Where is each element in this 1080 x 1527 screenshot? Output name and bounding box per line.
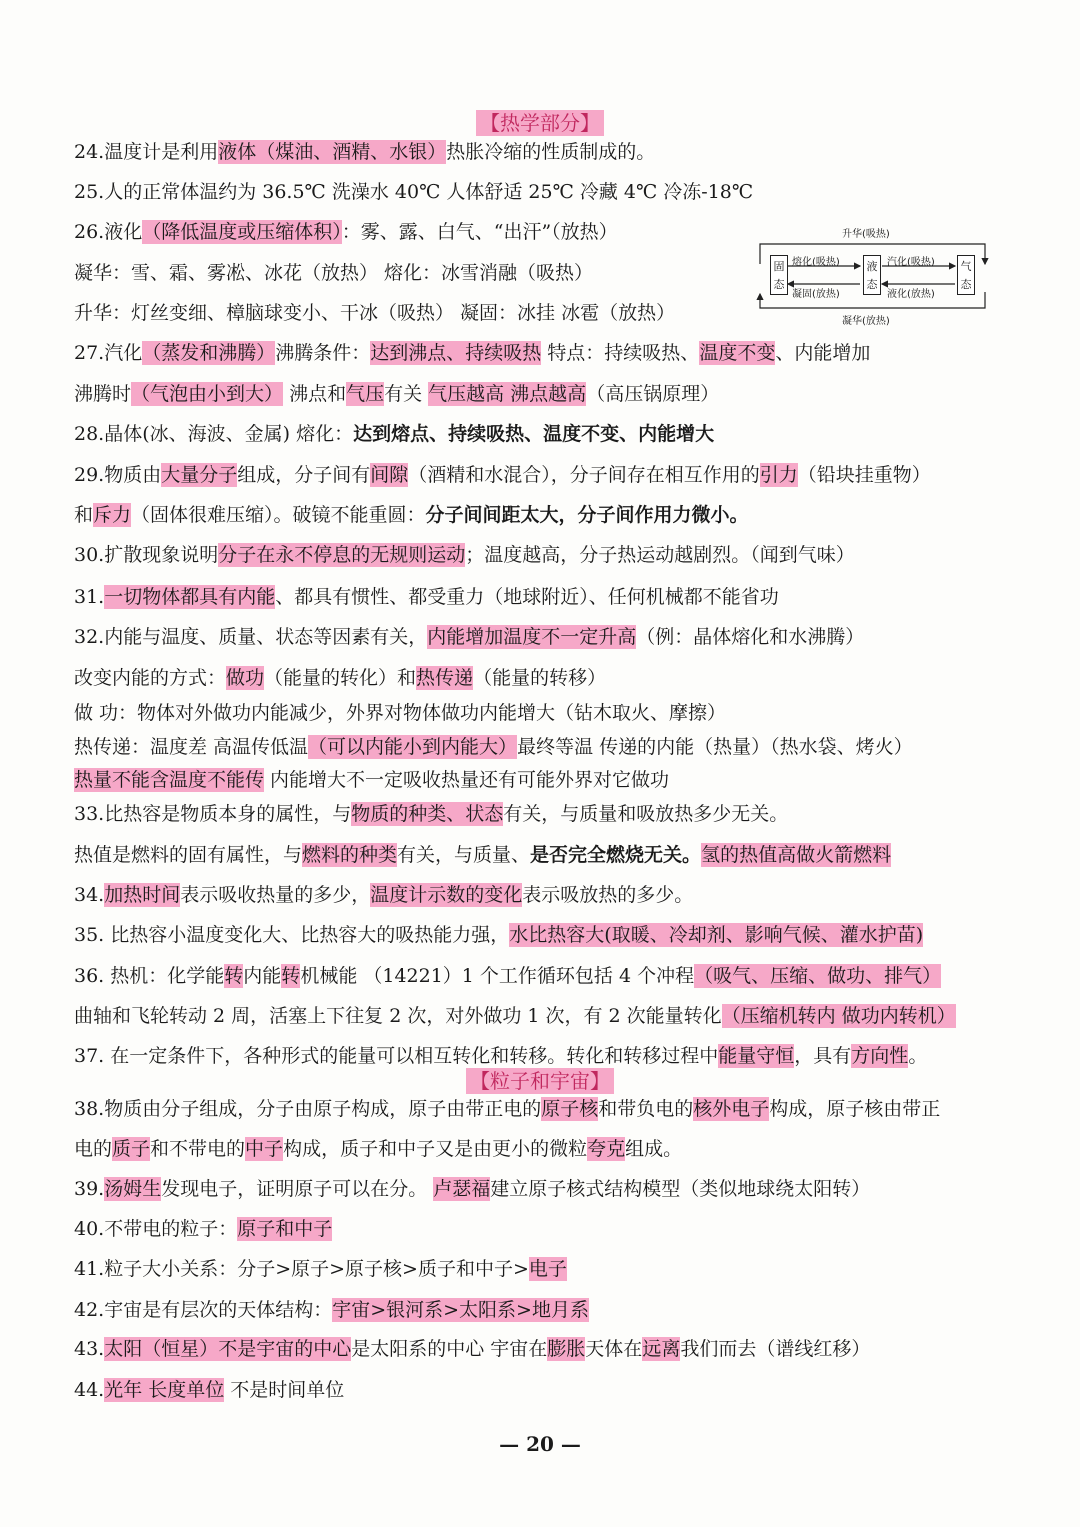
label-freeze: 凝固(放热)	[792, 289, 840, 300]
text-segment: 的性质制成的。	[522, 141, 656, 163]
text-segment: 32.内能与温度、质量、状态等因素有关，	[74, 626, 428, 648]
highlighted-text: 温度不变	[699, 342, 776, 364]
text-segment: 41.粒子大小关系：分子>原子>原子核>质子和中子>	[74, 1258, 529, 1280]
bold-text: 达到熔点、持续吸热、温度不变、内能增大	[353, 423, 715, 445]
note-line	[74, 665, 1050, 691]
text-segment: 沸腾时	[74, 383, 132, 405]
text-segment: 40.不带电的粒子：	[74, 1218, 238, 1240]
text-segment: 有关	[384, 383, 429, 405]
phase-change-diagram	[750, 222, 990, 328]
label-sublimation: 升华(吸热)	[842, 229, 890, 240]
text-segment: 26.液化	[74, 221, 143, 243]
text-segment: 。	[908, 1045, 928, 1067]
note-line	[74, 734, 1050, 760]
highlighted-text: （压缩机转内 做功内转机）	[721, 1005, 956, 1027]
text-segment: 和带负电的	[598, 1098, 694, 1120]
note-line	[74, 882, 1050, 908]
note-line	[74, 502, 1050, 528]
text-segment: 发现电子，证明原子可以在分。	[161, 1178, 434, 1200]
highlighted-text: （吸气、压缩、做功、排气）	[694, 965, 942, 987]
text-segment: 组成。	[625, 1138, 683, 1160]
highlighted-text: （降低温度或压缩体积）	[142, 221, 342, 243]
highlighted-text: 核外电子	[693, 1098, 770, 1120]
text-segment: 、内能增加	[775, 342, 871, 364]
highlighted-text: （可以内能小到内能大）	[308, 736, 518, 758]
highlighted-text: 转	[281, 965, 301, 987]
state-solid: 固态	[770, 255, 788, 295]
note-line	[74, 842, 1050, 868]
state-gas: 气态	[957, 255, 975, 295]
text-segment: 天体在	[585, 1338, 643, 1360]
note-line	[74, 421, 1050, 447]
highlighted-text: 中子	[245, 1138, 284, 1160]
page-number: — 20 —	[499, 1432, 581, 1456]
highlighted-text: 氢的热值高做火箭燃料	[701, 844, 892, 866]
text-segment: ：雾、露、白气、“出汗”（放热）	[341, 221, 618, 243]
text-segment: 39.	[74, 1178, 105, 1200]
text-segment: 36. 热机：化学能	[74, 965, 225, 987]
note-line	[74, 179, 1050, 205]
text-segment: 最终等温 传递的内能（热量）（热水袋、烤火）	[517, 736, 913, 758]
text-segment: 27.汽化	[74, 342, 143, 364]
text-segment: ；温度越高，分子热运动越剧烈。（闻到气味）	[465, 544, 855, 566]
text-segment: 构成，质子和中子又是由更小的微粒	[283, 1138, 588, 1160]
highlighted-text: 转	[224, 965, 244, 987]
text-segment: 43.	[74, 1338, 105, 1360]
text-segment: ，具有	[794, 1045, 852, 1067]
text-segment: 热传递：温度差 高温传低温	[74, 736, 309, 758]
highlighted-text: 太阳（恒星）不是宇宙的中心	[104, 1338, 352, 1360]
highlighted-text: 温度计示数的变化	[370, 884, 523, 906]
note-line	[74, 1377, 1050, 1403]
note-line	[74, 1256, 1050, 1282]
note-line	[74, 139, 1050, 165]
note-line	[74, 801, 1050, 827]
highlighted-text: 膨胀	[547, 1338, 586, 1360]
label-melt: 熔化(吸热)	[792, 257, 840, 268]
highlighted-text: 间隙	[370, 464, 409, 486]
highlighted-text: 水比热容大	[509, 924, 605, 946]
highlighted-text: 卢瑟福	[433, 1178, 491, 1200]
highlighted-text: 电子	[528, 1258, 567, 1280]
text-segment: 做 功：物体对外做功内能减少，外界对物体做功内能增大（钻木取火、摩擦）	[74, 702, 727, 724]
text-segment: （例：晶体熔化和水沸腾）	[636, 626, 865, 648]
text-segment: 我们而去（谱线红移）	[680, 1338, 871, 1360]
highlighted-text: （蒸发和沸腾）	[142, 342, 276, 364]
highlighted-text: (取暖、冷却剂、影响气候、灌水护苗)	[604, 924, 924, 946]
text-segment: 和	[74, 504, 94, 526]
text-segment: 内能	[243, 965, 282, 987]
text-segment: 、都具有惯性、都受重力（地球附近）、任何机械都不能省功	[275, 586, 779, 608]
text-segment: 有关，与质量和吸放热多少无关。	[503, 803, 789, 825]
highlighted-text: 分子在永不停息的无规则运动	[218, 544, 466, 566]
text-segment: （能量的转化）和	[264, 667, 417, 689]
text-segment: 沸点和	[283, 383, 347, 405]
text-segment: 35. 比热容小温度变化大、比热容大的吸热能力强，	[74, 924, 510, 946]
text-segment: 沸腾条件：	[275, 342, 371, 364]
text-segment: 不是时间单位	[224, 1379, 345, 1401]
text-segment: 28.晶体(冰、海波、金属) 熔化：	[74, 423, 354, 445]
highlighted-text: 加热时间	[104, 884, 181, 906]
text-segment: 25.人的正常体温约为 36.5℃ 洗澡水 40℃ 人体舒适 25℃ 冷藏 4℃ 冷冻-18℃	[74, 181, 754, 203]
note-line	[74, 584, 1050, 610]
note-line	[74, 767, 1050, 793]
bold-text: 是否完全燃烧无关。	[530, 844, 702, 866]
text-segment: 30.扩散现象说明	[74, 544, 219, 566]
text-segment: 组成，分子间有	[237, 464, 371, 486]
text-segment: 24.温度计是利用	[74, 141, 219, 163]
text-segment: 机械能 （14221）1 个工作循环包括 4 个冲程	[300, 965, 695, 987]
text-segment: 有关，与质量、	[397, 844, 531, 866]
text-segment: 是太阳系的中心 宇宙在	[351, 1338, 548, 1360]
label-vaporize: 汽化(吸热)	[887, 257, 935, 268]
note-line	[74, 624, 1050, 650]
highlighted-text: 气压越高 沸点越高	[428, 383, 587, 405]
text-segment: （酒精和水混合），分子间存在相互作用的	[408, 464, 760, 486]
text-segment: 建立原子核式结构模型（类似地球绕太阳转）	[490, 1178, 871, 1200]
highlighted-text: 物质的种类、状态	[351, 803, 504, 825]
highlighted-text: 斥力	[93, 504, 132, 526]
text-segment: （固体很难压缩）。破镜不能重圆：	[131, 504, 426, 526]
highlighted-text: 汤姆生	[104, 1178, 162, 1200]
text-segment: 和不带电的	[150, 1138, 246, 1160]
note-line	[74, 1043, 1050, 1069]
highlighted-text: 一切物体都具有内能	[104, 586, 276, 608]
text-segment: （铅块挂重物）	[797, 464, 931, 486]
text-segment: 34.	[74, 884, 105, 906]
text-segment: 表示吸收热量的多少，	[180, 884, 371, 906]
text-segment: 内能增大不一定吸收热量还有可能外界对它做功	[264, 769, 670, 791]
text-segment: 热值是燃料的固有属性，与	[74, 844, 303, 866]
note-line	[74, 340, 1050, 366]
note-line	[74, 1096, 1050, 1122]
text-segment: 38.物质由分子组成，分子由原子构成，原子由带正电的	[74, 1098, 542, 1120]
highlighted-text: 远离	[642, 1338, 681, 1360]
highlighted-text: 大量分子	[161, 464, 238, 486]
text-segment: 33.比热容是物质本身的属性，与	[74, 803, 352, 825]
text-segment: 凝华：雪、霜、雾凇、冰花（放热） 熔化：冰雪消融（吸热）	[74, 262, 594, 284]
note-line	[74, 922, 1050, 948]
highlighted-text: 燃料的种类	[302, 844, 398, 866]
text-segment: 特点：持续吸热、	[541, 342, 700, 364]
note-line	[74, 1176, 1050, 1202]
highlighted-text: （气泡由小到大）	[131, 383, 284, 405]
highlighted-text: 液体（煤油、酒精、水银）	[218, 141, 447, 163]
text-segment: 42.宇宙是有层次的天体结构：	[74, 1299, 333, 1321]
highlighted-text: 夸克	[587, 1138, 626, 1160]
note-line	[74, 700, 1050, 726]
highlighted-text: 做功	[226, 667, 265, 689]
text-segment: 37. 在一定条件下，各种形式的能量可以相互转化和转移。转化和转移过程中	[74, 1045, 719, 1067]
text-segment: 31.	[74, 586, 105, 608]
text-segment: （能量的转移）	[473, 667, 607, 689]
text-segment: 构成，原子核由带正	[769, 1098, 941, 1120]
note-line	[74, 1297, 1050, 1323]
note-line	[74, 1003, 1050, 1029]
highlighted-text: 质子	[112, 1138, 151, 1160]
note-line	[74, 1336, 1050, 1362]
highlighted-text: 引力	[759, 464, 798, 486]
text-segment: 热胀冷缩	[446, 141, 523, 163]
label-deposition: 凝华(放热)	[842, 316, 890, 327]
label-liquefy: 液化(放热)	[887, 289, 935, 300]
text-segment: 44.	[74, 1379, 105, 1401]
note-line	[74, 1216, 1050, 1242]
highlighted-text: 气压	[346, 383, 385, 405]
highlighted-text: 能量守恒	[718, 1045, 795, 1067]
highlighted-text: 热传递	[416, 667, 474, 689]
highlighted-text: 热量不能含温度不能传	[74, 769, 265, 791]
highlighted-text: 方向性	[851, 1045, 909, 1067]
highlighted-text: 达到沸点、持续吸热	[370, 342, 542, 364]
highlighted-text: 宇宙>银河系>太阳系>地月系	[332, 1299, 589, 1321]
text-segment: 29.物质由	[74, 464, 162, 486]
text-segment: 电的	[74, 1138, 113, 1160]
note-line	[74, 1136, 1050, 1162]
note-line	[74, 381, 1050, 407]
section-particles: 【粒子和宇宙】	[0, 1068, 1080, 1094]
note-line	[74, 462, 1050, 488]
state-liquid: 液态	[863, 255, 881, 295]
highlighted-text: 内能增加温度不一定升高	[427, 626, 637, 648]
section-heat: 【热学部分】	[0, 110, 1080, 136]
text-segment: 表示吸放热的多少。	[522, 884, 694, 906]
highlighted-text: 原子和中子	[237, 1218, 333, 1240]
bold-text: 分子间间距太大，分子间作用力微小。	[425, 504, 749, 526]
text-segment: 曲轴和飞轮转动 2 周，活塞上下往复 2 次，对外做功 1 次，有 2 次能量转化	[74, 1005, 722, 1027]
text-segment: 改变内能的方式：	[74, 667, 227, 689]
note-line	[74, 963, 1050, 989]
text-segment: 升华：灯丝变细、樟脑球变小、干冰（吸热） 凝固：冰挂 冰雹（放热）	[74, 302, 676, 324]
note-line	[74, 542, 1050, 568]
highlighted-text: 光年 长度单位	[104, 1379, 225, 1401]
text-segment: （高压锅原理）	[586, 383, 720, 405]
highlighted-text: 原子核	[541, 1098, 599, 1120]
